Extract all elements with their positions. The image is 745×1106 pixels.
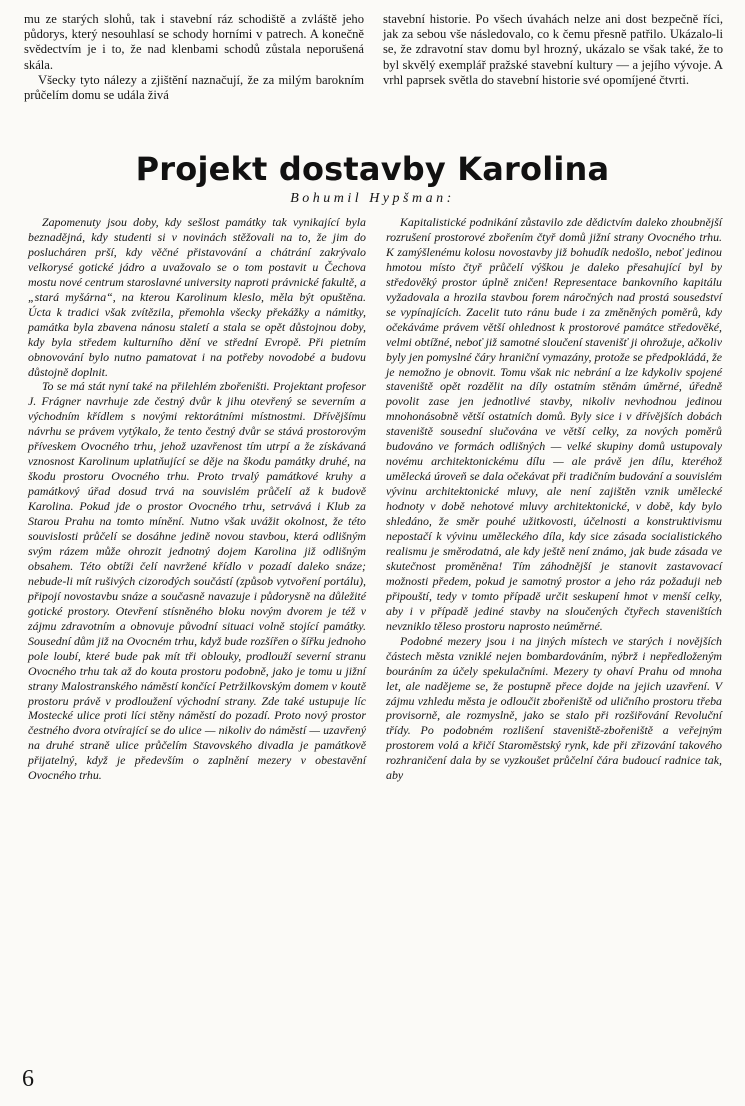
article-author: Bohumil Hypšman: bbox=[290, 191, 455, 206]
page-number: 6 bbox=[22, 1066, 34, 1092]
paragraph: To se má stát nyní také na přilehlém zbořeništi. Projektant profesor J. Frágner navrhuje zde čestný dvůr k jihu otevřený se severním a východním křídlem s novými rektorátními místnostmi. Dřívějšímu návrhu se právem vytýkalo, že tento čestný dvůr se stává prostorovým příveskem Ovocného trhu, jehož uzavřenost tím utrpí a že získávaná vznosnost Karolinum uplatňující se děje na škodu památky druhé, na škodu prostoru Ovocného trhu. Proto trvalý památkové kruhy a památkový úřad dosud trvá na souvislém průčelí až k budově Karolina. Pokud jde o prostor Ovocného trhu, setrvává i Klub za Starou Prahu na tomto mínění. Nutno však uvážit okolnost, že této souvislosti průčelí se dosáhne jedině novou stavbou, která odlišným svým rázem může ohrozit jednotný dojem Karolina již odlišným obsahem. Této obtíži čelí navržené křídlo v pozadí daleko snáze; nebude-li mít rušivých cizorodých součástí (způsob vytvoření portálu), připojí novostavbu snáze a současně navazuje i půdorysně na důležité gotické prostory. Otevření stísněného bloku novým dvorem je též v zájmu zdravotním a obnovuje původní situaci volně stojící památky. Sousední dům již na Ovocném trhu, když bude rozšířen o šířku jednoho pole loubí, které bude pak mít tři oblouky, prodlouží severní stranu Ovocného trhu tak až do kouta prostoru podobně, jako je tomu u jižní strany Malostranského náměstí končící Petržilkovským domem v koutě prostoru právě v prodloužení východní strany. Zde také ustupuje líc Mostecké ulice proti líci stěny náměstí do pozadí. Proto nový prostor čestného dvora otvírající se do ulice — nikoliv do náměstí — uzavřený na druhé straně ulice průčelím Stavovského divadla je památkově přijatelný, když je především o zaplnění mezery v obestavění Ovocného trhu. bbox=[28, 379, 366, 783]
paragraph: Zapomenuty jsou doby, kdy sešlost památky tak vynikající byla beznadějná, kdy studenti si v novinách stěžovali na to, že jim do poslucháren prší, kdy věčné přistavování a chátrání zakrývalo velkorysé gotické jádro a uvažovalo se o tom postavit u Čechova mostu nové centrum staroslavné university naproti právnické fakultě, a „stará myšárna“, na kterou Karolinum kleslo, měla být opuštěna. Úcta k tradici však zvítězila, přemohla všecky překážky a námitky, památka byla zbavena nánosu staletí a stala se opět důstojnou doby, kdy byla středem kulturního dění ve střední Evropě. Při pietním obnovování bylo nutno pamatovat i na potřeby novodobé a budovu důstojně doplnit. bbox=[28, 215, 366, 379]
paragraph: stavební historie. Po všech úvahách nelze ani dost bezpečně říci, jak za sebou vše následovalo, co k čemu přesně patřilo. Ukázalo-li se, že zdravotní stav domu byl hrozný, ukázalo se však také, že to byl skvělý exemplář pražské stavební kultury — a jejího vývoje. A vrhl paprsek světla do stavební historie své opomíjené čtvrti. bbox=[383, 12, 723, 87]
paragraph: Všecky tyto nálezy a zjištění naznačují, že za milým barokním průčelím domu se udála živá bbox=[24, 72, 364, 103]
article-left-column bbox=[28, 215, 366, 783]
paragraph: Podobné mezery jsou i na jiných místech ve starých i novějších částech města vzniklé nejen bombardováním, nýbrž i nepředloženým bouráním za účely spekulačními. Mezery ty ohaví Prahu od mnoha let, ale nadějeme se, že postupně přece dojde na jejich uzavření. V zájmu vzhledu města je odloučit zbořeniště od uličního prostoru třeba provisorně, ale rozmyslně, jako se stalo při rozšiřování Revoluční třídy. Po podobném rozlišení staveniště-zbořeniště a veřejným prostorem volá a křičí Staroměstský rynk, kde při zřizování takového rozhraničení dala by se vyzkoušet průčelní čára budoucí radnice tak, aby bbox=[386, 633, 722, 783]
paragraph: Kapitalistické podnikání zůstavilo zde dědictvím daleko zhoubnější rozrušení prostorové zbořením čtyř domů jižní strany Ovocného trhu. K zamýšlenému kolosu novostavby již bohudík nedošlo, neboť jedinou hmotou místo čtyř průčelí výškou je daleko přesahující byl by středověký prostor úplně zničen! Representace bankovního kapitálu vyžadovala a hrozila stavbou forem náročných nad prostá sousedství se vypínajících. Zacelit tuto ránu bude i za změněných poměrů, kdy očekáváme právem větší ohlednost k prostorové památce středověké, velmi obtížné, neboť již samotné sloučení stavenišť ji ohrožuje, ačkoliv byly jen pomyslné čáry hraniční vymazány, protože se předpokládá, že je nemožno je obnovit. Tomu však nic nebrání a lze kdykoliv spojené staveniště opět rozdělit na díly ostatním stěnám úměrné, úředně povolit zase jen jednotlivé stavby, nikoliv nevhodnou jedinou mnohonásobně větší ostatních domů. Byly sice i v dřívějších dobách staveniště sousední slučována ve větší celky, za nových poměrů budováno ve formách odlišných — velké skupiny domů ustupovaly novému architektonickému dílu — ale právě jen dílu, kteréhož umělecká úroveň se dala očekávat při tradičním budování a souvislém vývinu architektonické mluvy, ale není zajištěn vznik umělecké hodnoty v době nehotové mluvy architektonické, v době, kdy bylo shledáno, že směr pouhé užitkovosti, účelnosti a konstruktivismu nepostačí k vývinu uměleckého díla, kdy sice zásada socialistického realismu je směrodatná, ale kdy ještě není známo, jak bude zásada ve skutečnost proměněna! Tím záhodnější je stanovit zastavovací možnosti předem, pokud je samotný prostor a jeho ráz požaduji neb připouští, tedy v tomto případě určit seskupení hmot v menší celky, aby i v případě jediné stavby na sloučených čtyřech staveništích nevzniklo těleso prostoru naprosto neúměrné. bbox=[386, 215, 722, 633]
top-left-column bbox=[24, 12, 364, 103]
article-title: Projekt dostavby Karolina bbox=[135, 150, 610, 188]
top-right-column bbox=[383, 12, 723, 88]
article-right-column bbox=[386, 215, 722, 783]
paragraph: mu ze starých slohů, tak i stavební ráz schodiště a zvláště jeho půdorys, který nesouhlasí se schody horními v patrech. A konečně svědectvím je i to, že nad klenbami schodů zůstala neporušená skála. bbox=[24, 12, 364, 72]
